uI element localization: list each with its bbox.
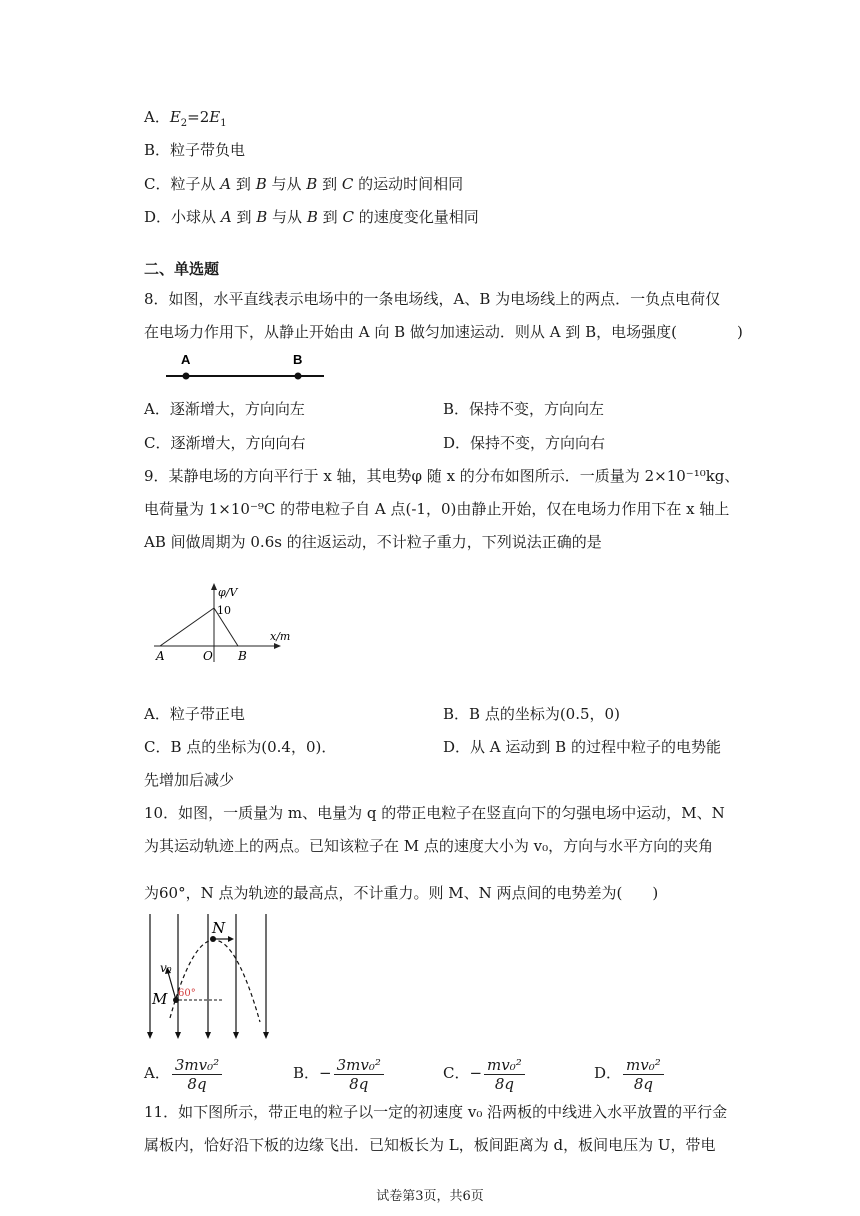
q8-option-b: B．保持不变，方向向左 bbox=[443, 400, 605, 418]
q8-option-d: D．保持不变，方向向右 bbox=[443, 434, 606, 452]
q9-option-d-continued: 先增加后减少 bbox=[144, 771, 235, 789]
q7-option-d: D．小球从 A 到 B 与从 B 到 C 的速度变化量相同 bbox=[144, 208, 479, 226]
angle-label: 60° bbox=[178, 988, 196, 999]
v0-label: v₀ bbox=[160, 961, 172, 975]
fraction: $\frac{\text{3mv₀²}}{8q}$ bbox=[172, 1056, 222, 1093]
point-a-label: A bbox=[181, 352, 191, 367]
q8-option-a: A．逐渐增大，方向向左 bbox=[144, 400, 305, 418]
q8-stem-line2: 在电场力作用下，从静止开始由 A 向 B 做匀加速运动．则从 A 到 B，电场强度( ) bbox=[144, 323, 743, 341]
fraction: $\frac{\text{mv₀²}}{8q}$ bbox=[623, 1056, 664, 1093]
q9-stem-line1: 9．某静电场的方向平行于 x 轴，其电势φ 随 x 的分布如图所示．一质量为 2×10⁻¹⁰kg、 bbox=[144, 467, 740, 485]
q9-option-d: D．从 A 运动到 B 的过程中粒子的电势能 bbox=[443, 738, 721, 756]
phi-axis-arrow bbox=[211, 583, 217, 590]
phi-10-label: 10 bbox=[217, 604, 231, 617]
q8-stem-line1: 8．如图，水平直线表示电场中的一条电场线，A、B 为电场线上的两点．一负点电荷仅 bbox=[144, 290, 721, 308]
point-n-label: N bbox=[212, 919, 226, 937]
q10-field-figure bbox=[140, 910, 280, 1042]
velocity-vector bbox=[168, 972, 176, 1000]
section-heading: 二、单选题 bbox=[144, 260, 220, 278]
q7-option-c: C．粒子从 A 到 B 与从 B 到 C 的运动时间相同 bbox=[144, 175, 464, 193]
x-axis-label: x/m bbox=[270, 630, 290, 643]
trajectory bbox=[170, 940, 260, 1022]
q9-option-a: A．粒子带正电 bbox=[144, 705, 245, 723]
q9-option-c: C．B 点的坐标为(0.4，0)． bbox=[144, 738, 337, 756]
q7-option-b: B．粒子带负电 bbox=[144, 141, 246, 159]
page-footer: 试卷第3页，共6页 bbox=[376, 1189, 484, 1204]
q9-stem-line3: AB 间做周期为 0.6s 的往返运动，不计粒子重力，下列说法正确的是 bbox=[144, 533, 602, 551]
point-a-dot bbox=[183, 373, 190, 380]
origin-label: O bbox=[203, 649, 213, 663]
q10-stem-line1: 10．如图，一质量为 m、电量为 q 的带正电粒子在竖直向下的匀强电场中运动，M、N bbox=[144, 804, 725, 822]
fraction: $\frac{\text{3mv₀²}}{8q}$ bbox=[334, 1056, 384, 1093]
n-velocity-arrowhead bbox=[228, 936, 234, 942]
q9-stem-line2: 电荷量为 1×10⁻⁹C 的带电粒子自 A 点(-1，0)由静止开始，仅在电场力作用下在 x 轴上 bbox=[144, 500, 730, 518]
point-b-label: B bbox=[293, 352, 303, 367]
phi-axis-label: φ/V bbox=[218, 586, 238, 599]
q9-option-b: B．B 点的坐标为(0.5，0) bbox=[443, 705, 620, 723]
q10-stem-line2: 为其运动轨迹上的两点。已知该粒子在 M 点的速度大小为 v₀，方向与水平方向的夹角 bbox=[144, 837, 714, 855]
q11-stem-line1: 11．如下图所示，带正电的粒子以一定的初速度 v₀ 沿两板的中线进入水平放置的平行金 bbox=[144, 1103, 728, 1121]
q8-field-line-figure bbox=[160, 350, 330, 386]
q9-potential-graph bbox=[150, 582, 290, 664]
point-b-dot bbox=[295, 373, 302, 380]
potential-line-left bbox=[160, 608, 214, 646]
x-axis-arrow bbox=[274, 643, 281, 649]
q10-option-a: A． $\frac{\text{3mv₀²}}{8q}$ bbox=[144, 1055, 224, 1093]
q8-option-c: C．逐渐增大，方向向右 bbox=[144, 434, 306, 452]
q10-stem-line3: 为60°，N 点为轨迹的最高点，不计重力。则 M、N 两点间的电势差为( ) bbox=[144, 884, 659, 902]
fraction: $\frac{\text{mv₀²}}{8q}$ bbox=[484, 1056, 525, 1093]
point-m-label: M bbox=[152, 990, 168, 1008]
q11-stem-line2: 属板内，恰好沿下板的边缘飞出．已知板长为 L，板间距离为 d，板间电压为 U，带电 bbox=[144, 1136, 716, 1154]
point-a-label: A bbox=[156, 649, 165, 663]
field-arrows bbox=[147, 1032, 269, 1039]
q10-option-c: C．− $\frac{\text{mv₀²}}{8q}$ bbox=[443, 1055, 527, 1093]
q10-option-b: B．− $\frac{\text{3mv₀²}}{8q}$ bbox=[293, 1055, 386, 1093]
point-b-label: B bbox=[238, 649, 247, 663]
q10-option-d: D． $\frac{\text{mv₀²}}{8q}$ bbox=[594, 1055, 666, 1093]
q7-option-a: A．$E_2=2E_1$ bbox=[144, 108, 227, 129]
